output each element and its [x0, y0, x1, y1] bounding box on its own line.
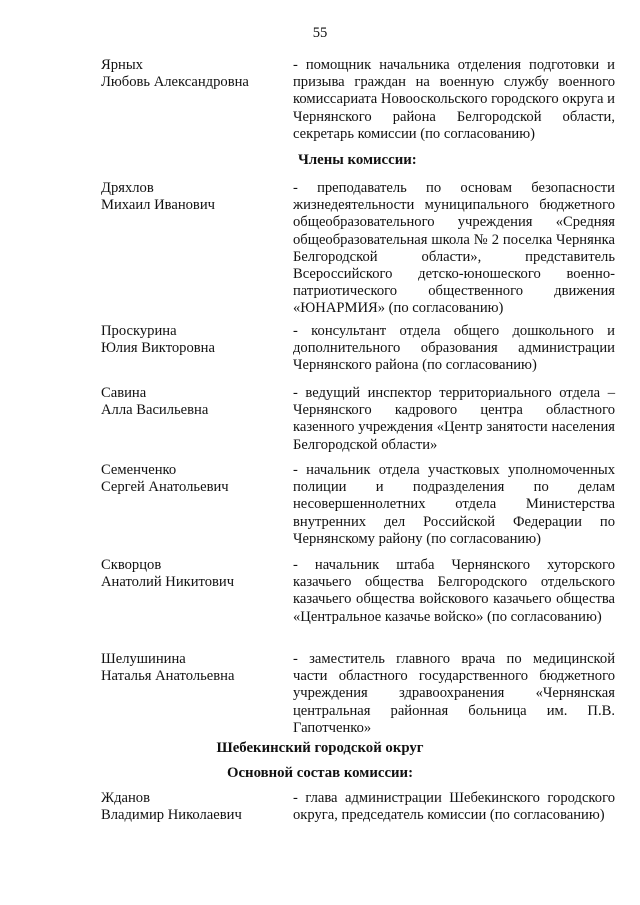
person-name: [101, 57, 281, 91]
given-names: Сергей Анатольевич: [101, 479, 229, 496]
given-names: Наталья Анатольевна: [101, 668, 235, 685]
members-heading: Члены комиссии:: [298, 152, 417, 168]
person-name: [101, 323, 281, 357]
person-role: - консультант отдела общего дошкольного и дополнительного образования администрации Чернянского района (по согласованию): [293, 323, 615, 374]
person-role: - начальник отдела участковых уполномоченных полиции и подразделения по делам несовершеннолетних отдела Министерства внутренних дел Российской Федерации по Чернянскому району (по согласованию): [293, 462, 615, 547]
given-names: Любовь Александровна: [101, 74, 249, 91]
person-role: - заместитель главного врача по медицинской части областного государственного бюджетного учреждения здравоохранения «Чернянская центральная районная больница им. П.В. Гапотченко»: [293, 651, 615, 736]
person-role: - начальник штаба Чернянского хуторского казачьего общества Белгородского отдельского казачьего общества войскового казачьего общества «Центральное казачье войско» (по согласованию): [293, 557, 615, 625]
surname: Семенченко: [101, 462, 177, 478]
person-role: - преподаватель по основам безопасности жизнедеятельности муниципального бюджетного общеобразовательного учреждения «Средняя общеобразовательная школа № 2 поселка Чернянка Белгородской области», представитель Всероссийского детско-юношеского военно-патриотического общественного движения «ЮНАРМИЯ» (по согласованию): [293, 180, 615, 317]
person-name: [101, 385, 281, 419]
given-names: Михаил Иванович: [101, 197, 215, 214]
surname: Шелушинина: [101, 651, 186, 667]
person-role: - помощник начальника отделения подготовки и призыва граждан на военную службу военного комиссариата Новооскольского городского округа и Чернянского района Белгородской области, секретарь комиссии (по согласованию): [293, 57, 615, 142]
person-name: [101, 790, 281, 824]
given-names: Анатолий Никитович: [101, 574, 235, 591]
surname: Савина: [101, 385, 147, 401]
surname: Дряхлов: [101, 180, 154, 196]
person-name: [101, 557, 281, 591]
person-role: - глава администрации Шебекинского городского округа, председатель комиссии (по согласованию): [293, 790, 615, 824]
page-number: 55: [312, 25, 328, 41]
person-role: - ведущий инспектор территориального отдела – Чернянского кадрового центра областного казенного учреждения «Центр занятости населения Белгородской области»: [293, 385, 615, 453]
surname: Проскурина: [101, 323, 177, 339]
person-name: [101, 651, 281, 685]
surname: Ярных: [101, 57, 143, 73]
district-heading: Шебекинский городской округ: [216, 740, 424, 756]
person-name: [101, 180, 281, 214]
person-name: [101, 462, 281, 496]
given-names: Владимир Николаевич: [101, 807, 242, 824]
surname: Жданов: [101, 790, 150, 806]
main-composition-heading: Основной состав комиссии:: [226, 765, 413, 781]
surname: Скворцов: [101, 557, 162, 573]
given-names: Юлия Викторовна: [101, 340, 215, 357]
given-names: Алла Васильевна: [101, 402, 209, 419]
